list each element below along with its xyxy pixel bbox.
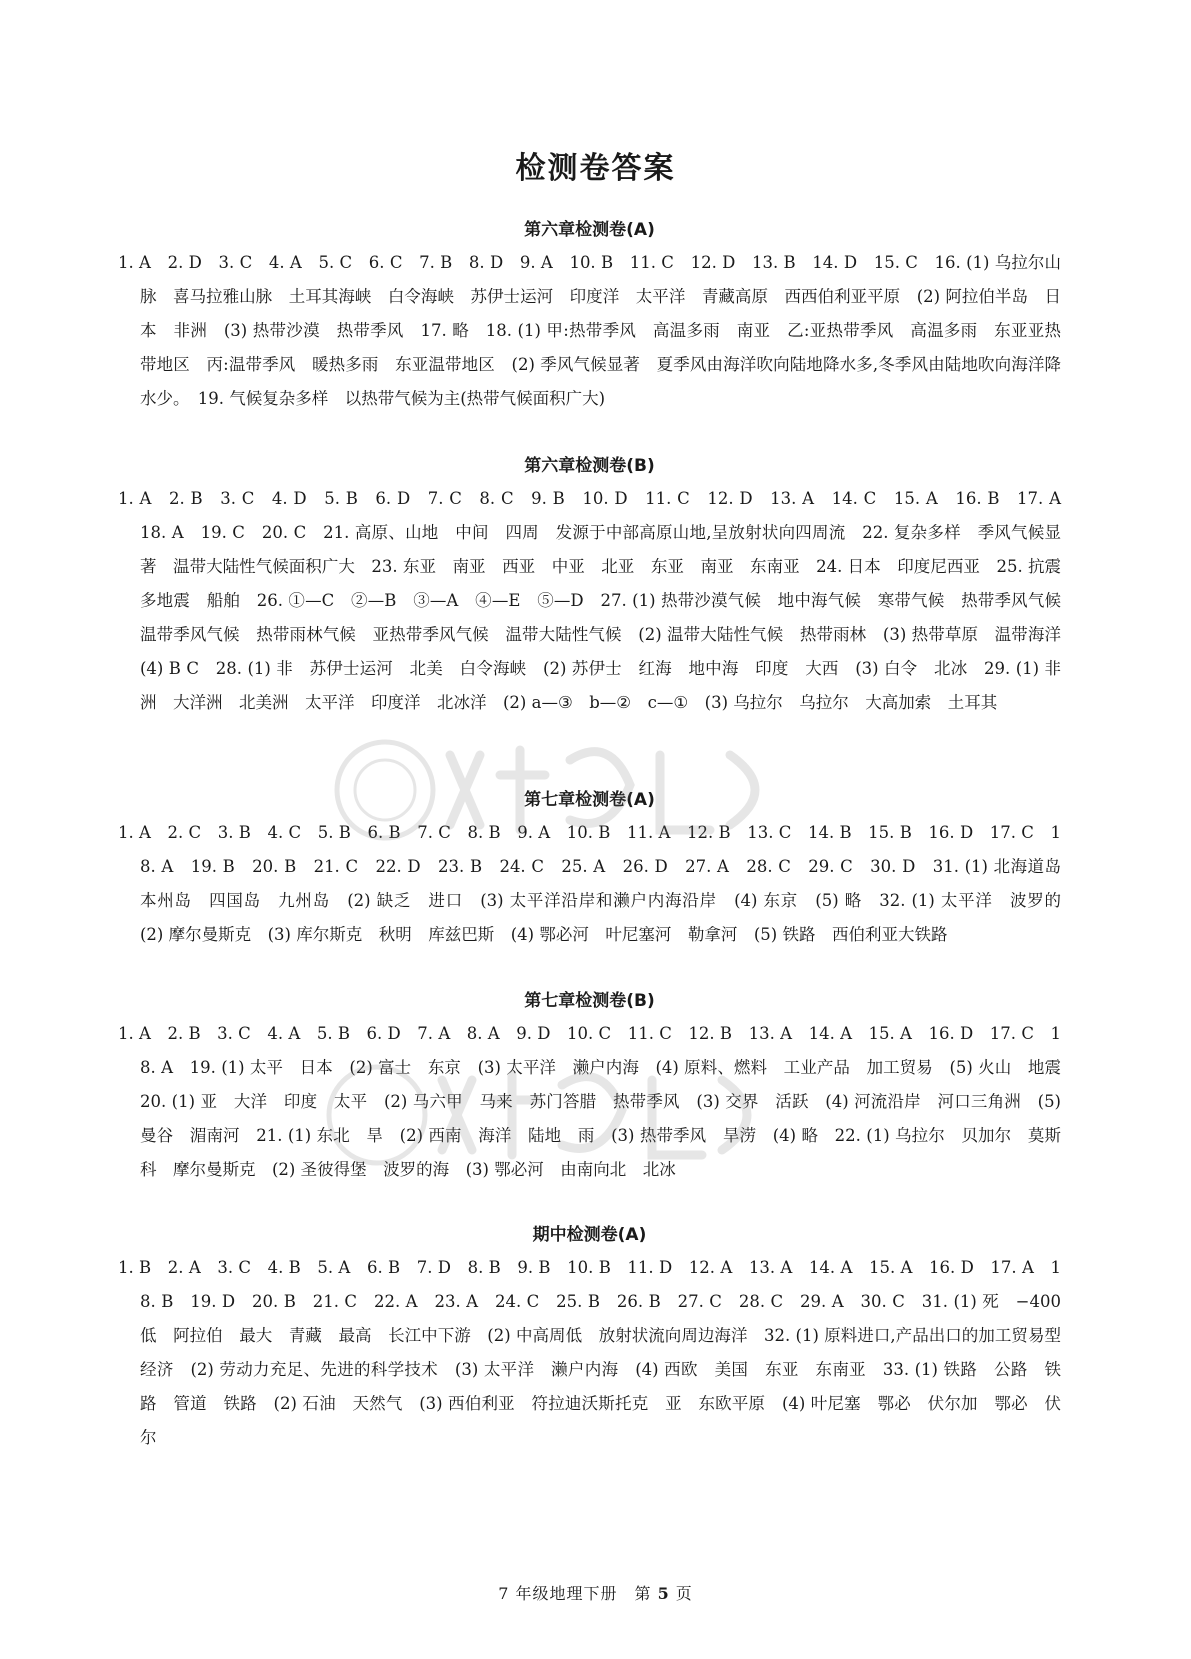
footer-prefix: 7 年级地理下册 第	[498, 1584, 652, 1603]
section-title: 第七章检测卷(B)	[524, 991, 655, 1011]
section-answers: 1. A 2. C 3. B 4. C 5. B 6. B 7. C 8. B 9. A 10. B 11. A 12. B 13. C 14. B 15. B 16. D 17. C 18. A 19. B 20. B 21. C 22. D 23. B 24. C 25. A 26. D 27. A 28. C 29. C 30. D 31. (1) 北海道岛 本州岛 四国岛 九州岛 (2) 缺乏 进口 (3) 太平洋沿岸和濑户内海沿岸 (4) 东京 (5) 略 32. (1) 太平洋 波罗的 (2) 摩尔曼斯克 (3) 库尔斯克 秋明 库兹巴斯 (4) 鄂必河 叶尼塞河 勒拿河 (5) 铁路 西伯利亚大铁路	[118, 823, 1078, 944]
section-ch7-a	[118, 784, 1078, 952]
section-midterm-a	[118, 1219, 1078, 1455]
section-title: 第六章检测卷(A)	[524, 220, 655, 240]
page-footer	[0, 1581, 1191, 1604]
section-ch6-a	[118, 214, 1061, 416]
footer-suffix: 页	[675, 1584, 693, 1603]
section-ch7-b	[118, 985, 1078, 1187]
page-title: 检测卷答案	[515, 151, 676, 186]
section-answers: 1. A 2. B 3. C 4. D 5. B 6. D 7. C 8. C 9. B 10. D 11. C 12. D 13. A 14. C 15. A 16. B 17. A 18. A 19. C 20. C 21. 高原、山地 中间 四周 发源于中部高原山地,呈放射状向四周流 22. 复杂多样 季风气候显著 温带大陆性气候面积广大 23. 东亚 南亚 西亚 中亚 北亚 东亚 南亚 东南亚 24. 日本 印度尼西亚 25. 抗震 多地震 船舶 26. ①—C ②—B ③—A ④—E ⑤—D 27. (1) 热带沙漠气候 地中海气候 寒带气候 热带季风气候 温带季风气候 热带雨林气候 亚热带季风气候 温带大陆性气候 (2) 温带大陆性气候 热带雨林 (3) 热带草原 温带海洋 (4) B C 28. (1) 非 苏伊士运河 北美 白令海峡 (2) 苏伊士 红海 地中海 印度 大西 (3) 白令 北冰 29. (1) 非洲 大洋洲 北美洲 太平洋 印度洋 北冰洋 (2) a—③ b—② c—① (3) 乌拉尔 乌拉尔 大高加索 土耳其	[118, 489, 1078, 712]
section-answers: 1. A 2. D 3. C 4. A 5. C 6. C 7. B 8. D 9. A 10. B 11. C 12. D 13. B 14. D 15. C 16. (1) 乌拉尔山脉 喜马拉雅山脉 土耳其海峡 白令海峡 苏伊士运河 印度洋 太平洋 青藏高原 西西伯利亚平原 (2) 阿拉伯半岛 日本 非洲 (3) 热带沙漠 热带季风 17. 略 18. (1) 甲:热带季风 高温多雨 南亚 乙:亚热带季风 高温多雨 东亚亚热带地区 丙:温带季风 暖热多雨 东亚温带地区 (2) 季风气候显著 夏季风由海洋吹向陆地降水多,冬季风由陆地吹向海洋降水少。 19. 气候复杂多样 以热带气候为主(热带气候面积广大)	[118, 253, 1061, 408]
section-ch6-b	[118, 450, 1078, 720]
page-number: 5	[657, 1584, 670, 1603]
section-title: 第七章检测卷(A)	[524, 790, 655, 810]
section-title: 第六章检测卷(B)	[524, 456, 655, 476]
section-answers: 1. B 2. A 3. C 4. B 5. A 6. B 7. D 8. B 9. B 10. B 11. D 12. A 13. A 14. A 15. A 16. D 17. A 18. B 19. D 20. B 21. C 22. A 23. A 24. C 25. B 26. B 27. C 28. C 29. A 30. C 31. (1) 死 −400 低 阿拉伯 最大 青藏 最高 长江中下游 (2) 中高周低 放射状流向周边海洋 32. (1) 原料进口,产品出口的加工贸易型经济 (2) 劳动力充足、先进的科学技术 (3) 太平洋 濑户内海 (4) 西欧 美国 东亚 东南亚 33. (1) 铁路 公路 铁路 管道 铁路 (2) 石油 天然气 (3) 西伯利亚 符拉迪沃斯托克 亚 东欧平原 (4) 叶尼塞 鄂必 伏尔加 鄂必 伏尔	[118, 1258, 1078, 1447]
section-answers: 1. A 2. B 3. C 4. A 5. B 6. D 7. A 8. A 9. D 10. C 11. C 12. B 13. A 14. A 15. A 16. D 17. C 18. A 19. (1) 太平 日本 (2) 富士 东京 (3) 太平洋 濑户内海 (4) 原料、燃料 工业产品 加工贸易 (5) 火山 地震 20. (1) 亚 大洋 印度 太平 (2) 马六甲 马来 苏门答腊 热带季风 (3) 交界 活跃 (4) 河流沿岸 河口三角洲 (5) 曼谷 湄南河 21. (1) 东北 旱 (2) 西南 海洋 陆地 雨 (3) 热带季风 旱涝 (4) 略 22. (1) 乌拉尔 贝加尔 莫斯科 摩尔曼斯克 (2) 圣彼得堡 波罗的海 (3) 鄂必河 由南向北 北冰	[118, 1024, 1078, 1179]
section-title: 期中检测卷(A)	[532, 1225, 647, 1245]
